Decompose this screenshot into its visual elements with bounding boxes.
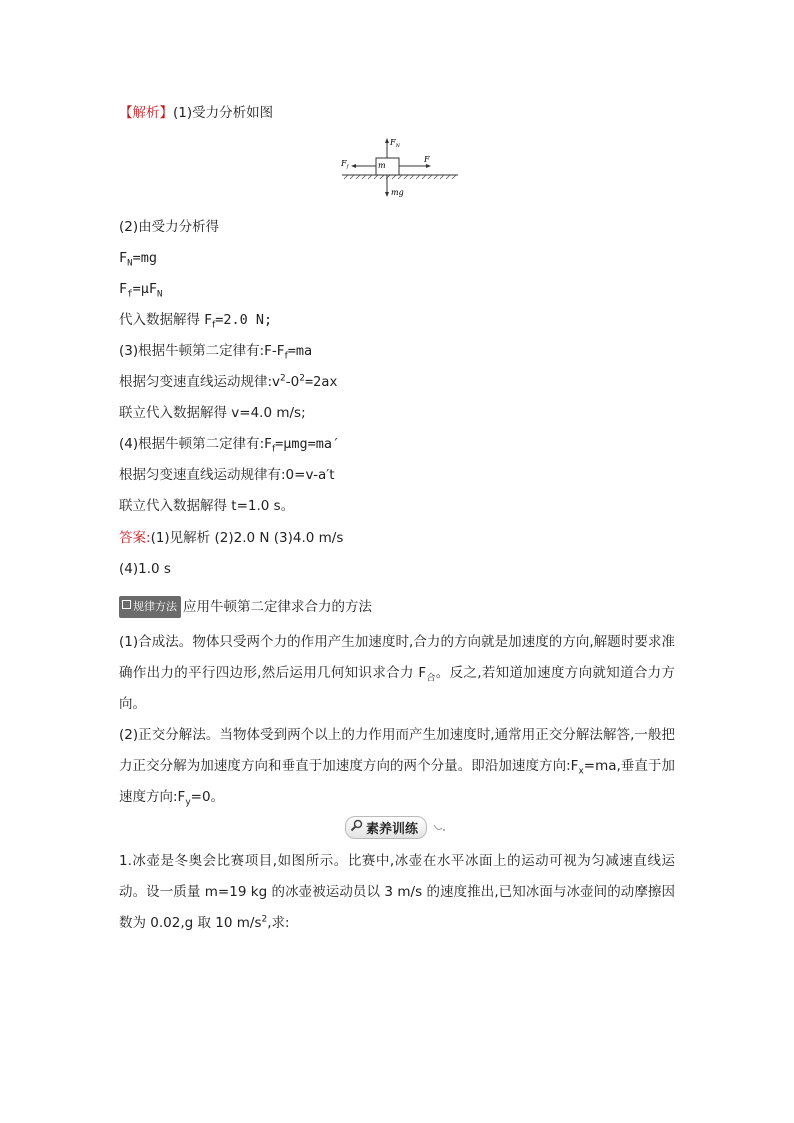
- force-diagram: [338, 135, 462, 201]
- equation-3: 代入数据解得 $F_f=2.0$ N;: [119, 312, 273, 331]
- solution-heading: [119, 103, 273, 123]
- magnifier-icon: [350, 819, 363, 832]
- answer-line-2: (4)1.0 s: [119, 561, 171, 577]
- method-paragraph-1: (1)合成法。物体只受两个力的作用产生加速度时,合力的方向就是加速度的方向,解题时要求准确作出力的平行四边形,然后运用几何知识求合力 $F_合$。反之,若知道加速度方向就知道合力方向。: [119, 634, 675, 712]
- applied-force-label: F: [424, 155, 430, 164]
- weight-label: mg: [391, 188, 404, 197]
- answer-label: 答案:: [119, 530, 151, 546]
- training-pill: [345, 816, 427, 839]
- answer-text: (1)见解析 (2)2.0 N (3)4.0 m/s: [150, 530, 344, 546]
- part2-text: (2)由受力分析得: [119, 219, 220, 235]
- ground-hatch: [344, 175, 456, 179]
- answer-line: [119, 528, 343, 548]
- equation-4: (3)根据牛顿第二定律有$:F-F_f=ma$: [119, 343, 313, 362]
- mass-label: m: [378, 161, 386, 170]
- equation-5: 根据匀变速直线运动规律$:v^2-0^2=2ax$: [119, 373, 338, 390]
- equation-2: $F_f=\mu F_N$: [119, 281, 163, 300]
- method-title: 应用牛顿第二定律求合力的方法: [183, 599, 372, 615]
- friction-label: $F_f$: [341, 159, 349, 170]
- solution-tag: 【解析】: [119, 105, 173, 121]
- method-paragraph-2: (2)正交分解法。当物体受到两个以上的力作用而产生加速度时,通常用正交分解法解答,一般把力正交分解为加速度方向和垂直于加速度方向的两个分量。即沿加速度方向$:F_x=ma$,垂直于加速度方向$:F_y=0$。: [119, 727, 676, 808]
- training-section-header: [345, 816, 427, 838]
- equation-7: (4)根据牛顿第二定律有$:F_f=\mu mg=ma'$: [119, 436, 341, 455]
- decoration-icon: [433, 822, 447, 834]
- method-badge: 规律方法: [119, 596, 181, 618]
- question-1: 1.冰壶是冬奥会比赛项目,如图所示。比赛中,冰壶在水平冰面上的运动可视为匀减速直线运动。设一质量 m=19 kg 的冰壶被运动员以 3 m/s 的速度推出,已知冰面与冰壶间的动摩擦因数为 0.02,g 取 10 $m/s^2$,求:: [119, 853, 675, 931]
- part1-text: (1)受力分析如图: [173, 105, 274, 121]
- method-heading: [119, 597, 372, 619]
- normal-force-label: $F_N$: [390, 138, 400, 149]
- equation-1: $F_N=mg$: [119, 250, 157, 269]
- equation-9: 联立代入数据解得 t=1.0 s。: [119, 498, 295, 514]
- equation-8: 根据匀变速直线运动规律有:0=v-a′t: [119, 467, 335, 483]
- equation-6: 联立代入数据解得 v=4.0 m/s;: [119, 405, 306, 421]
- training-title: 素养训练: [366, 822, 419, 837]
